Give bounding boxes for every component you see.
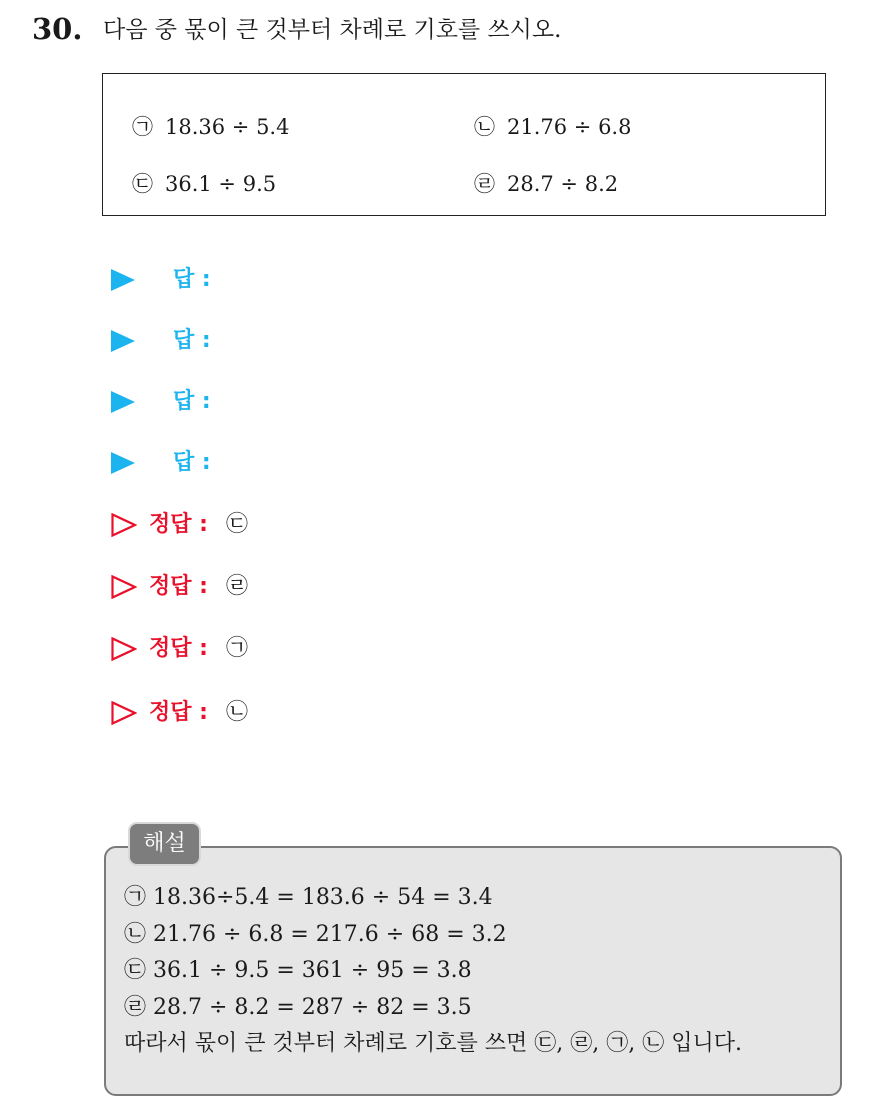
outline-triangle-icon — [111, 701, 137, 725]
correct-answer-value: ㉠ — [225, 636, 248, 661]
correct-answer-row-1 — [111, 510, 248, 540]
correct-answer-row-4 — [111, 698, 248, 728]
option-expression: 28.7 ÷ 8.2 — [507, 172, 619, 196]
correct-answer-row-2 — [111, 572, 248, 602]
play-triangle-icon — [111, 269, 135, 291]
option-symbol: ㉣ — [474, 172, 495, 196]
play-triangle-icon — [111, 330, 135, 352]
correct-answer-label: 정답 : — [149, 700, 208, 725]
question-number: 30. — [32, 12, 83, 46]
answer-row-2[interactable] — [111, 326, 311, 356]
explanation-content — [124, 880, 742, 1063]
outline-triangle-icon — [111, 637, 137, 661]
correct-answer-label: 정답 : — [149, 512, 208, 537]
explanation-tab: 해설 — [128, 822, 201, 866]
correct-answer-row-3 — [111, 634, 248, 664]
play-triangle-icon — [111, 452, 135, 474]
option-symbol: ㉢ — [132, 172, 153, 196]
outline-triangle-icon — [111, 575, 137, 599]
option-a — [132, 113, 289, 141]
option-expression: 21.76 ÷ 6.8 — [507, 115, 632, 139]
answer-row-1[interactable] — [111, 265, 311, 295]
answer-row-3[interactable] — [111, 387, 311, 417]
explanation-line: ㉡ 21.76 ÷ 6.8 = 217.6 ÷ 68 = 3.2 — [124, 921, 507, 947]
option-expression: 36.1 ÷ 9.5 — [165, 172, 277, 196]
explanation-line: ㉣ 28.7 ÷ 8.2 = 287 ÷ 82 = 3.5 — [124, 994, 472, 1020]
correct-answer-value: ㉢ — [225, 512, 248, 537]
answer-label: 답 : — [173, 267, 211, 292]
answer-row-4[interactable] — [111, 448, 311, 478]
explanation-line: 따라서 몫이 큰 것부터 차례로 기호를 쓰면 ㉢, ㉣, ㉠, ㉡ 입니다. — [124, 1031, 742, 1056]
explanation-line: ㉢ 36.1 ÷ 9.5 = 361 ÷ 95 = 3.8 — [124, 958, 472, 983]
answer-label: 답 : — [173, 450, 211, 475]
option-symbol: ㉡ — [474, 115, 495, 139]
question-text: 다음 중 몫이 큰 것부터 차례로 기호를 쓰시오. — [103, 17, 562, 43]
correct-answer-label: 정답 : — [149, 574, 208, 599]
answer-label: 답 : — [173, 328, 211, 353]
correct-answer-value: ㉣ — [225, 574, 248, 599]
correct-answer-label: 정답 : — [149, 636, 208, 661]
option-expression: 18.36 ÷ 5.4 — [165, 115, 290, 139]
outline-triangle-icon — [111, 513, 137, 537]
option-d — [474, 170, 618, 198]
answer-label: 답 : — [173, 389, 211, 414]
correct-answer-value: ㉡ — [225, 700, 248, 725]
option-b — [474, 113, 631, 141]
option-symbol: ㉠ — [132, 115, 153, 139]
play-triangle-icon — [111, 391, 135, 413]
option-c — [132, 170, 276, 198]
explanation-line: ㉠ 18.36÷5.4 = 183.6 ÷ 54 = 3.4 — [124, 885, 493, 910]
